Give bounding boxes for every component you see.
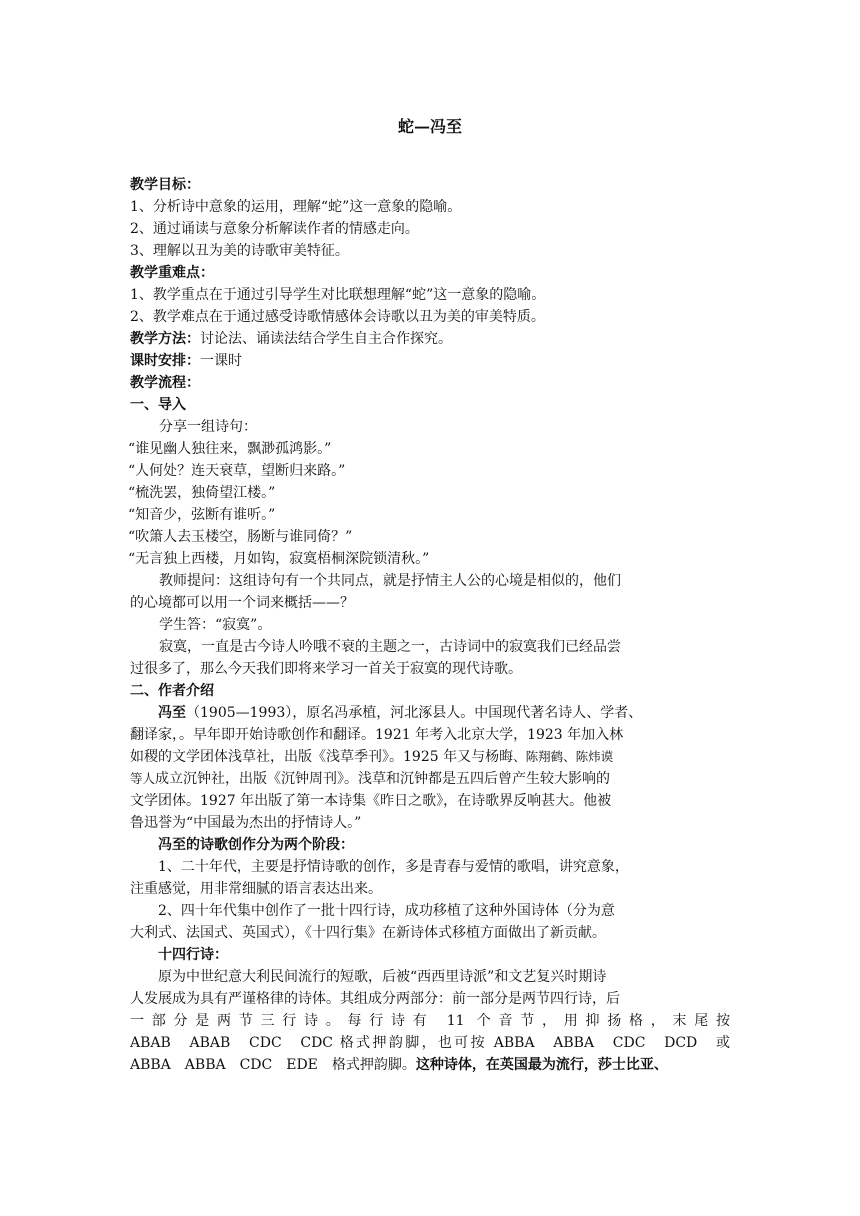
sonnet-text: ABBA ABBA CDC EDE 格式押韵脚。 bbox=[130, 1057, 416, 1073]
author-bio-text: （1905—1993），原名冯承植，河北涿县人。中国现代著名诗人、学者、 bbox=[186, 705, 643, 721]
teacher-question: 教师提问：这组诗句有一个共同点，就是抒情主人公的心境是相似的，他们 bbox=[159, 573, 621, 589]
teaching-method bbox=[130, 328, 730, 350]
stage-item: 2、四十年代集中创作了一批十四行诗，成功移植了这种外国诗体（分为意 bbox=[158, 903, 615, 919]
class-schedule bbox=[130, 350, 730, 372]
class-schedule-text: 一课时 bbox=[200, 353, 242, 369]
key-point-item: 2、教学难点在于通过感受诗歌情感体会诗歌以丑为美的审美特质。 bbox=[130, 309, 545, 325]
key-points-heading: 教学重难点： bbox=[130, 265, 214, 281]
author-bio-text-small: 等人 bbox=[130, 771, 156, 786]
stage-item-cont: 注重感觉，用非常细腻的语言表达出来。 bbox=[130, 881, 382, 897]
paragraph-loneliness-cont: 过很多了，那么今天我们即将来学习一首关于寂寞的现代诗歌。 bbox=[130, 661, 522, 677]
teaching-method-label: 教学方法： bbox=[130, 331, 200, 347]
document-body bbox=[130, 174, 730, 1076]
document-title: 蛇—冯至 bbox=[397, 117, 462, 136]
stages-heading: 冯至的诗歌创作分为两个阶段： bbox=[158, 837, 354, 853]
stage-item: 1、二十年代，主要是抒情诗歌的创作，多是青春与爱情的歌唱，讲究意象， bbox=[158, 859, 629, 875]
objective-item: 2、通过诵读与意象分析解读作者的情感走向。 bbox=[130, 221, 419, 237]
objectives-heading: 教学目标： bbox=[130, 177, 200, 193]
class-schedule-label: 课时安排： bbox=[130, 353, 200, 369]
paragraph-loneliness: 寂寞，一直是古今诗人吟哦不衰的主题之一，古诗词中的寂寞我们已经品尝 bbox=[159, 639, 621, 655]
poem-quote: “梳洗罢，独倚望江楼。” bbox=[128, 485, 276, 501]
intro-text: 分享一组诗句： bbox=[159, 419, 257, 435]
teacher-question-cont: 的心境都可以用一个词来概括——？ bbox=[130, 595, 354, 611]
author-bio-line: 翻译家，。早年即开始诗歌创作和翻译。1921 年考入北京大学，1923 年加入林 bbox=[130, 727, 624, 743]
author-bio-text: 如稷的文学团体浅草社，出版《浅草季刊》。1925 年又与杨晦 bbox=[130, 749, 514, 765]
poem-quote: “知音少，弦断有谁听。” bbox=[128, 507, 276, 523]
sonnet-paragraph bbox=[130, 1054, 730, 1076]
sonnet-paragraph: ABAB ABAB CDC CDC 格式押韵脚，也可按 ABBA ABBA CDC DCD 或 bbox=[130, 1035, 730, 1051]
objective-item: 3、理解以丑为美的诗歌审美特征。 bbox=[130, 243, 349, 259]
sonnet-heading: 十四行诗： bbox=[158, 947, 228, 963]
author-bio-line: 鲁迅誉为“中国最为杰出的抒情诗人。” bbox=[130, 815, 362, 831]
author-bio-text-small: 、陈翔鹤、陈炜谟 bbox=[513, 749, 614, 764]
author-bio-line: 文学团体。1927 年出版了第一本诗集《昨日之歌》，在诗歌界反响甚大。他被 bbox=[130, 793, 612, 809]
poem-quote: “谁见幽人独往来，飘渺孤鸿影。” bbox=[128, 441, 332, 457]
author-bio-line bbox=[130, 702, 730, 724]
objective-item: 1、分析诗中意象的运用，理解“蛇”这一意象的隐喻。 bbox=[130, 199, 462, 215]
key-point-item: 1、教学重点在于通过引导学生对比联想理解“蛇”这一意象的隐喻。 bbox=[130, 287, 546, 303]
sonnet-paragraph: 一部分是两节三行诗。每行诗有 11 个音节，用抑扬格，末尾按 bbox=[130, 1013, 730, 1029]
section-heading-intro: 一、导入 bbox=[130, 397, 186, 413]
author-name: 冯至 bbox=[158, 705, 186, 721]
poem-quote: “吹箫人去玉楼空，肠断与谁同倚？” bbox=[128, 529, 353, 545]
sonnet-paragraph: 原为中世纪意大利民间流行的短歌，后被“西西里诗派”和文艺复兴时期诗 bbox=[158, 969, 607, 985]
sonnet-paragraph: 人发展成为具有严谨格律的诗体。其组成分两部分：前一部分是两节四行诗，后 bbox=[130, 991, 620, 1007]
student-answer: 学生答：“寂寞”。 bbox=[159, 617, 272, 633]
poem-quote: “无言独上西楼，月如钩，寂寞梧桐深院锁清秋。” bbox=[128, 551, 430, 567]
author-bio-line bbox=[130, 768, 730, 790]
sonnet-text-bold: 这种诗体，在英国最为流行，莎士比亚、 bbox=[415, 1057, 668, 1073]
author-bio-text: 成立沉钟社，出版《沉钟周刊》。浅草和沉钟都是五四后曾产生较大影响的 bbox=[155, 771, 611, 787]
stage-item-cont: 大利式、法国式、英国式），《十四行集》在新诗体式移植方面做出了新贡献。 bbox=[130, 925, 606, 941]
teaching-method-text: 讨论法、诵读法结合学生自主合作探究。 bbox=[200, 331, 452, 347]
poem-quote: “人何处？连天衰草，望断归来路。” bbox=[128, 463, 346, 479]
section-heading-author: 二、作者介绍 bbox=[130, 683, 214, 699]
author-bio-line bbox=[130, 746, 730, 768]
process-heading: 教学流程： bbox=[130, 375, 200, 391]
